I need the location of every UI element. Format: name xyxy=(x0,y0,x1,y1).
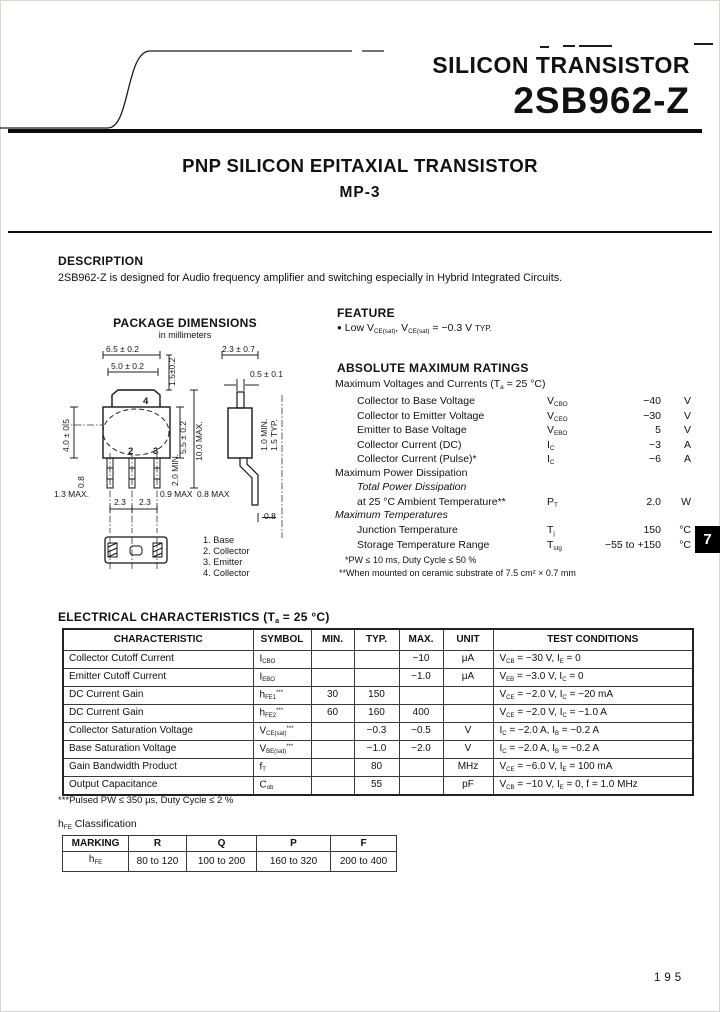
dim-label: 1.0 MIN. xyxy=(259,418,269,451)
pin-legend-2: 2. Collector xyxy=(203,546,250,556)
rating-value: −40 xyxy=(643,395,661,407)
min-value: 60 xyxy=(311,705,354,723)
unit: V xyxy=(443,741,493,759)
dim-label: 0.8 xyxy=(264,511,276,521)
dim-label: 5.5 ± 0.2 xyxy=(178,420,188,454)
dim-label: 10.0 MAX. xyxy=(194,421,204,461)
rating-unit: W xyxy=(681,496,691,508)
table-row xyxy=(63,723,693,741)
typ-value: 80 xyxy=(354,759,399,777)
dim-label: 1.5 TYP. xyxy=(269,419,279,451)
unit: MHz xyxy=(443,759,493,777)
pin-number-3: 3 xyxy=(153,446,159,457)
rating-label: Collector to Emitter Voltage xyxy=(357,409,485,422)
rating-symbol: $I_C$ xyxy=(547,438,555,452)
dim-label: 2.3 xyxy=(114,497,126,507)
hfe-range-r: 80 to 120 xyxy=(129,852,187,872)
rating-row xyxy=(335,452,691,467)
min-value xyxy=(311,669,354,687)
bullet-icon: ● xyxy=(337,323,342,332)
rating-symbol: $V_{CEO}$ xyxy=(547,409,568,423)
hfe-range-f: 200 to 400 xyxy=(331,852,397,872)
unit xyxy=(443,705,493,723)
rating-symbol: $P_T$ xyxy=(547,496,558,509)
dim-label: 1.3 MAX. xyxy=(54,489,89,499)
min-value xyxy=(311,651,354,669)
table-row xyxy=(63,687,693,705)
max-value xyxy=(399,759,443,777)
rating-value: −30 xyxy=(643,409,661,422)
max-value: −0.5 xyxy=(399,723,443,741)
dim-label: 0.5 ± 0.1 xyxy=(250,369,284,379)
table-row xyxy=(63,651,693,669)
package-type-title: MP-3 xyxy=(339,184,381,201)
pin-number-4: 4 xyxy=(143,396,149,407)
rating-value: 2.0 xyxy=(646,496,661,508)
unit: pF xyxy=(443,777,493,796)
table-header-row xyxy=(63,629,693,651)
typ-value: 160 xyxy=(354,705,399,723)
dim-label: 2.3 ± 0.7 xyxy=(222,344,256,354)
description-text: 2SB962-Z is designed for Audio frequency amplifier and switching especially in Hybrid Integrated Circuits. xyxy=(58,272,563,284)
dim-label: 1.5±0.2 xyxy=(167,357,177,386)
typ-value xyxy=(354,651,399,669)
rating-symbol: $I_C$ xyxy=(547,453,555,466)
symbol: $h_{FE2}^{***}$ xyxy=(253,705,311,723)
unit: μA xyxy=(443,669,493,687)
dim-label: 2.0 MIN. xyxy=(170,453,180,486)
dim-label: 2.3 xyxy=(139,497,151,507)
table-row xyxy=(63,705,693,723)
test-conditions: $V_{CE} = -2.0$ V, $I_C = -20$ mA xyxy=(493,687,693,705)
rating-label: Junction Temperature xyxy=(357,524,458,536)
description-heading: DESCRIPTION xyxy=(58,254,144,268)
dim-label: 6.5 ± 0.2 xyxy=(106,344,140,354)
rating-label: Collector Current (DC) xyxy=(357,438,462,451)
max-value: −10 xyxy=(399,651,443,669)
package-dimensions-heading: PACKAGE DIMENSIONS xyxy=(113,316,257,330)
hfe-classification-table xyxy=(62,835,397,872)
feature-item xyxy=(337,322,492,335)
pin-legend-3: 3. Emitter xyxy=(203,557,243,567)
rating-row xyxy=(335,495,691,510)
table-row xyxy=(63,669,693,687)
ratings-voltage-rows xyxy=(335,394,691,467)
col-test-conditions: TEST CONDITIONS xyxy=(493,629,693,651)
rating-label: Storage Temperature Range xyxy=(357,538,490,551)
typ-value: 150 xyxy=(354,687,399,705)
characteristic: Emitter Cutoff Current xyxy=(63,669,253,687)
characteristic: Collector Cutoff Current xyxy=(63,651,253,669)
unit: μA xyxy=(443,651,493,669)
pin-legend-4: 4. Collector xyxy=(203,568,250,578)
pin-number-2: 2 xyxy=(128,446,134,457)
ratings-subheading: Maximum Voltages and Currents ($T_a = 25$ °C) xyxy=(335,378,546,391)
rating-unit: V xyxy=(683,395,691,407)
typ-value: −1.0 xyxy=(354,741,399,759)
symbol: $V_{BE(sat)}^{***}$ xyxy=(253,741,311,759)
max-value: −1.0 xyxy=(399,669,443,687)
characteristic: Collector Saturation Voltage xyxy=(63,723,253,741)
feature-text: Low $V_{CE(sat)}$, $V_{CE(sat)} = -0.3$ V TYP. xyxy=(344,322,492,335)
rating-unit: V xyxy=(683,409,691,422)
unit: V xyxy=(443,723,493,741)
rating-value: −6 xyxy=(649,453,661,465)
rating-unit: °C xyxy=(679,538,691,551)
typ-value: −0.3 xyxy=(354,723,399,741)
hfe-class-f: F xyxy=(331,836,397,852)
rating-symbol: $T_j$ xyxy=(547,524,555,537)
hfe-classification-title: $h_{FE}$ Classification xyxy=(58,818,137,831)
test-conditions: $I_C = -2.0$ A, $I_B = -0.2$ A xyxy=(493,723,693,741)
rating-row xyxy=(335,438,691,453)
max-value xyxy=(399,687,443,705)
rating-symbol: $V_{CBO}$ xyxy=(547,395,568,408)
feature-heading: FEATURE xyxy=(337,306,395,320)
hfe-header-row xyxy=(63,836,397,852)
typ-value: 55 xyxy=(354,777,399,796)
test-conditions: $V_{CB} = -10$ V, $I_E = 0$, f = 1.0 MHz xyxy=(493,777,693,796)
rating-symbol: $V_{EBO}$ xyxy=(547,424,568,437)
min-value: 30 xyxy=(311,687,354,705)
rating-unit: V xyxy=(683,424,691,436)
pin-legend-1: 1. Base xyxy=(203,535,235,545)
symbol: $C_{ob}$ xyxy=(253,777,311,796)
min-value xyxy=(311,741,354,759)
test-conditions: $I_C = -2.0$ A, $I_B = -0.2$ A xyxy=(493,741,693,759)
characteristic: DC Current Gain xyxy=(63,687,253,705)
dim-label: 0.8 xyxy=(76,476,86,488)
part-number: 2SB962-Z xyxy=(513,80,690,121)
rating-label: Emitter to Base Voltage xyxy=(357,424,467,436)
header-rule xyxy=(8,129,702,133)
rating-label: Collector to Base Voltage xyxy=(357,395,475,407)
col-unit: UNIT xyxy=(443,629,493,651)
doc-category-title: SILICON TRANSISTOR xyxy=(432,52,690,78)
table-row xyxy=(63,777,693,796)
ratings-footnote-1: *PW ≤ 10 ms, Duty Cycle ≤ 50 % xyxy=(345,555,477,565)
characteristic: Base Saturation Voltage xyxy=(63,741,253,759)
electrical-footnote: ***Pulsed PW ≤ 350 μs, Duty Cycle ≤ 2 % xyxy=(58,795,234,806)
symbol: $I_{EBO}$ xyxy=(253,669,311,687)
rating-row xyxy=(335,523,691,538)
unit xyxy=(443,687,493,705)
test-conditions: $V_{CE} = -6.0$ V, $I_E = 100$ mA xyxy=(493,759,693,777)
temperature-rows xyxy=(335,523,691,552)
rating-row xyxy=(335,409,691,424)
rating-value: 5 xyxy=(655,424,661,436)
rating-row xyxy=(335,423,691,438)
symbol: $h_{FE1}^{***}$ xyxy=(253,687,311,705)
rating-label: Collector Current (Pulse)* xyxy=(357,453,477,465)
rating-label: at 25 °C Ambient Temperature** xyxy=(357,496,506,508)
col-max: MAX. xyxy=(399,629,443,651)
max-temperatures-heading: Maximum Temperatures xyxy=(335,509,448,521)
section-rule xyxy=(8,231,712,233)
ratings-footnote-2: **When mounted on ceramic substrate of 7.5 cm² × 0.7 mm xyxy=(339,568,576,578)
rating-value: 150 xyxy=(643,524,661,536)
symbol: $I_{CBO}$ xyxy=(253,651,311,669)
electrical-characteristics-table xyxy=(62,628,694,796)
max-value: −2.0 xyxy=(399,741,443,759)
max-value: 400 xyxy=(399,705,443,723)
power-dissipation-heading: Maximum Power Dissipation xyxy=(335,467,468,479)
dim-label: 5.0 ± 0.2 xyxy=(111,361,145,371)
rating-value: −55 to +150 xyxy=(604,538,661,551)
min-value xyxy=(311,723,354,741)
total-power-line: Total Power Dissipation xyxy=(357,481,467,493)
rating-row xyxy=(335,538,691,553)
electrical-heading: ELECTRICAL CHARACTERISTICS ($T_a = 25$ °C) xyxy=(58,610,330,626)
hfe-value-row xyxy=(63,852,397,872)
page-number: 195 xyxy=(654,972,686,984)
col-characteristic: CHARACTERISTIC xyxy=(63,629,253,651)
characteristic: Gain Bandwidth Product xyxy=(63,759,253,777)
dim-label: 0.8 MAX xyxy=(197,489,230,499)
hfe-class-q: Q xyxy=(187,836,257,852)
ratings-heading: ABSOLUTE MAXIMUM RATINGS xyxy=(337,361,529,375)
rating-symbol: $T_{stg}$ xyxy=(547,538,562,552)
min-value xyxy=(311,759,354,777)
hfe-class-r: R xyxy=(129,836,187,852)
hfe-range-p: 160 to 320 xyxy=(257,852,331,872)
page-title: PNP SILICON EPITAXIAL TRANSISTOR xyxy=(182,155,538,176)
test-conditions: $V_{EB} = -3.0$ V, $I_C = 0$ xyxy=(493,669,693,687)
table-row xyxy=(63,741,693,759)
test-conditions: $V_{CE} = -2.0$ V, $I_C = -1.0$ A xyxy=(493,705,693,723)
col-min: MIN. xyxy=(311,629,354,651)
package-diagram xyxy=(48,333,348,603)
chapter-tab: 7 xyxy=(695,526,720,553)
characteristic: Output Capacitance xyxy=(63,777,253,796)
symbol: $V_{CE(sat)}^{***}$ xyxy=(253,723,311,741)
rating-row xyxy=(335,394,691,409)
dim-label: 0.9 MAX xyxy=(160,489,193,499)
hfe-range-q: 100 to 200 xyxy=(187,852,257,872)
symbol: $f_T$ xyxy=(253,759,311,777)
rating-value: −3 xyxy=(649,438,661,451)
rating-unit: A xyxy=(683,453,691,465)
power-row-wrap xyxy=(335,495,691,510)
marking-label: MARKING xyxy=(63,836,129,852)
rating-unit: A xyxy=(683,438,691,451)
min-value xyxy=(311,777,354,796)
typ-value xyxy=(354,669,399,687)
test-conditions: $V_{CB} = -30$ V, $I_E = 0$ xyxy=(493,651,693,669)
hfe-class-p: P xyxy=(257,836,331,852)
dim-label: 4.0 ± 0.5 xyxy=(61,418,71,452)
col-symbol: SYMBOL xyxy=(253,629,311,651)
hfe-row-label: $h_{FE}$ xyxy=(63,852,129,872)
table-row xyxy=(63,759,693,777)
max-value xyxy=(399,777,443,796)
rating-unit: °C xyxy=(679,524,691,536)
characteristic: DC Current Gain xyxy=(63,705,253,723)
col-typ: TYP. xyxy=(354,629,399,651)
package-unit-note: in millimeters xyxy=(158,330,212,340)
